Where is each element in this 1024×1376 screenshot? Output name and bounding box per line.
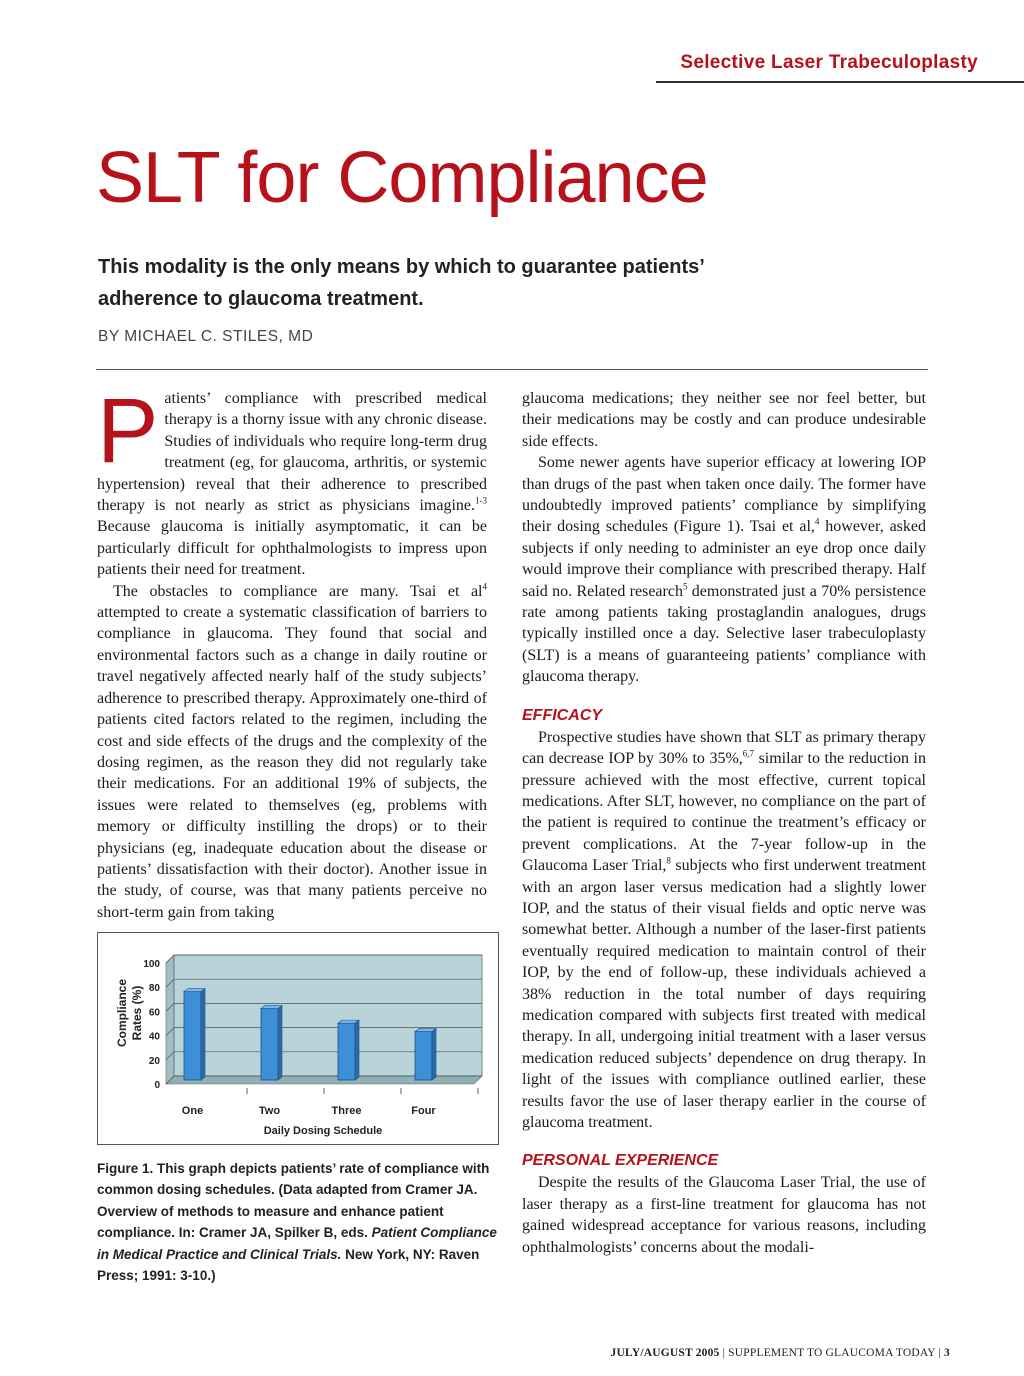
citation: 5 (682, 581, 688, 592)
x-tick-label: Four (411, 1105, 436, 1117)
footer-separator: | (719, 1347, 729, 1359)
x-tick-label: Two (258, 1105, 281, 1117)
plot-side-wall (166, 955, 174, 1084)
bar (261, 1009, 278, 1080)
section-label: Selective Laser Trabeculoplasty (680, 52, 978, 73)
page-footer (611, 1347, 950, 1359)
paragraph (97, 380, 487, 581)
caption-text: Figure 1. This graph depicts patients’ rate of compliance with common dosing schedules. (Data adapted from Cramer JA. Overview of methods to measure and enhance patient compliance. In: Cramer JA, Spilker B, eds. (97, 1161, 490, 1241)
bar (338, 1023, 355, 1080)
paragraph: glaucoma medications; they neither see nor feel better, but their medications may be costly and can produce undesirable side effects. (522, 390, 926, 450)
footer-separator: | (935, 1347, 945, 1359)
header-divider (96, 369, 928, 370)
bar-chart (98, 933, 498, 1144)
paragraph-text: subjects who first underwent treatment with an argon laser versus medication had a slightly lower IOP, and the status of their visual fields and optic nerve was somewhat better. Although a number of the laser-first patients eventually required medication to maintain control of their IOP, by the end of follow-up, these individuals achieved a 38% reduction in the total number of days requiring medication compared with subjects first treated with medical therapy. In all, undergoing initial treatment with a laser versus medication reduced subjects’ dependence on drug therapy. In light of the issues with compliance outlined earlier, these results favor the use of laser therapy earlier in the course of glaucoma treatment. (522, 857, 926, 1131)
y-tick-label: 100 (143, 959, 160, 970)
paragraph (97, 581, 487, 924)
bar-side (355, 1020, 359, 1080)
citation: 8 (666, 855, 671, 866)
subhead-personal-experience: PERSONAL EXPERIENCE (522, 1152, 719, 1170)
byline: BY MICHAEL C. STILES, MD (98, 328, 314, 345)
y-axis-title: Compliance (115, 978, 129, 1048)
y-axis-title: Rates (%) (130, 985, 144, 1041)
y-tick-label: 80 (148, 983, 160, 995)
citation: 4 (482, 581, 487, 592)
citation: 6,7 (742, 748, 755, 759)
x-tick-label: Three (331, 1105, 362, 1117)
caption-text: New York, NY: Raven Press; 1991: 3-10.) (97, 1246, 480, 1284)
section-rule (656, 81, 1024, 83)
caption-book-title: Patient Compliance in Medical Practice and Clinical Trials. (97, 1225, 497, 1262)
paragraph-text: Some newer agents have superior efficacy at lowering IOP than drugs of the past when taken once daily. The former have undoubtedly improved patients’ compliance by simplifying their dosing schedules (Figure 1). Tsai et al, (522, 454, 926, 536)
bar-side (432, 1029, 436, 1080)
paragraph: Despite the results of the Glaucoma Laser Trial, the use of laser therapy as a first-line treatment for glaucoma has not gained widespread acceptance for various reasons, including ophthalmologists’ concerns about the modali- (522, 1174, 926, 1256)
bar (415, 1032, 432, 1080)
article-title: SLT for Compliance (96, 138, 708, 218)
paragraph-text: demonstrated just a 70% persistence rate among patients taking prostaglandin analogues, drugs typically instilled once a day. Selective laser trabeculoplasty (SLT) is a means of guaranteeing patients’ compliance with glaucoma therapy. (522, 582, 926, 686)
paragraph-text: however, asked subjects if only needing to administer an eye drop once daily would improve their compliance with prescribed therapy. Half said no. Related research (522, 518, 927, 600)
footer-issue: JULY/AUGUST 2005 (610, 1347, 720, 1359)
column-right (522, 388, 926, 1258)
y-tick-label: 20 (148, 1055, 160, 1067)
paragraph-text: similar to the reduction in pressure achieved with the most effective, current topical medications. After SLT, however, no compliance on the part of the patient is required to continue the treatment’s efficacy or prevent complications. At the 7-year follow-up in the Glaucoma Laser Trial, (522, 750, 927, 875)
paragraph-text: Because glaucoma is initially asymptomatic, it can be particularly difficult for ophthalmologists to impress upon patients their need for treatment. (97, 518, 487, 579)
citation: 1-3 (475, 495, 487, 506)
bar-side (278, 1006, 282, 1080)
footer-page-number: 3 (944, 1347, 950, 1359)
bar (184, 992, 201, 1080)
citation: 4 (814, 517, 820, 528)
paragraph-text: Prospective studies have shown that SLT as primary therapy can decrease IOP by 30% to 35%, (522, 728, 926, 768)
paragraph-text: attempted to create a systematic classification of barriers to compliance in glaucoma. They found that social and environmental factors such as a change in daily routine or travel negatively affected nearly half of the study subjects’ adherence to prescribed therapy. Approximately one-third of patients cited factors related to the regimen, including the cost and side effects of the drugs and the complexity of the dosing regimen, as the reason they did not regularly take their medications. For an additional 19% of subjects, the issues were related to themselves (eg, problems with memory or difficulty instilling the drops) or to their physicians (eg, inadequate education about the disease or patients’ dissatisfaction with their doctor). Another issue in the study, of course, was that many patients perceive no short-term gain from taking (97, 604, 487, 921)
x-axis-title: Daily Dosing Schedule (263, 1125, 383, 1137)
y-tick-label: 40 (148, 1031, 160, 1043)
figure-caption (97, 1158, 501, 1286)
footer-publication: SUPPLEMENT TO GLAUCOMA TODAY (728, 1347, 936, 1359)
y-tick-label: 0 (154, 1080, 160, 1091)
paragraph (522, 452, 926, 687)
dropcap: P (97, 380, 159, 482)
paragraph-text: atients’ compliance with prescribed medical therapy is a thorny issue with any chronic disease. Studies of individuals who require long-term drug treatment (eg, for glaucoma, arthritis, or systemic hypertension) reveal that their adherence to prescribed therapy is not nearly as strict as physicians imagine. (97, 390, 487, 515)
x-tick-label: One (181, 1105, 204, 1117)
article-deck: This modality is the only means by which to guarantee patients’ adherence to glaucoma treatment. (98, 256, 704, 310)
paragraph (522, 727, 926, 1134)
y-tick-label: 60 (148, 1007, 160, 1019)
figure-chart (97, 932, 499, 1145)
paragraph-text: The obstacles to compliance are many. Tsai et al (113, 582, 483, 600)
subhead-efficacy: EFFICACY (522, 706, 602, 724)
bar-side (201, 989, 205, 1080)
column-left (97, 380, 487, 923)
